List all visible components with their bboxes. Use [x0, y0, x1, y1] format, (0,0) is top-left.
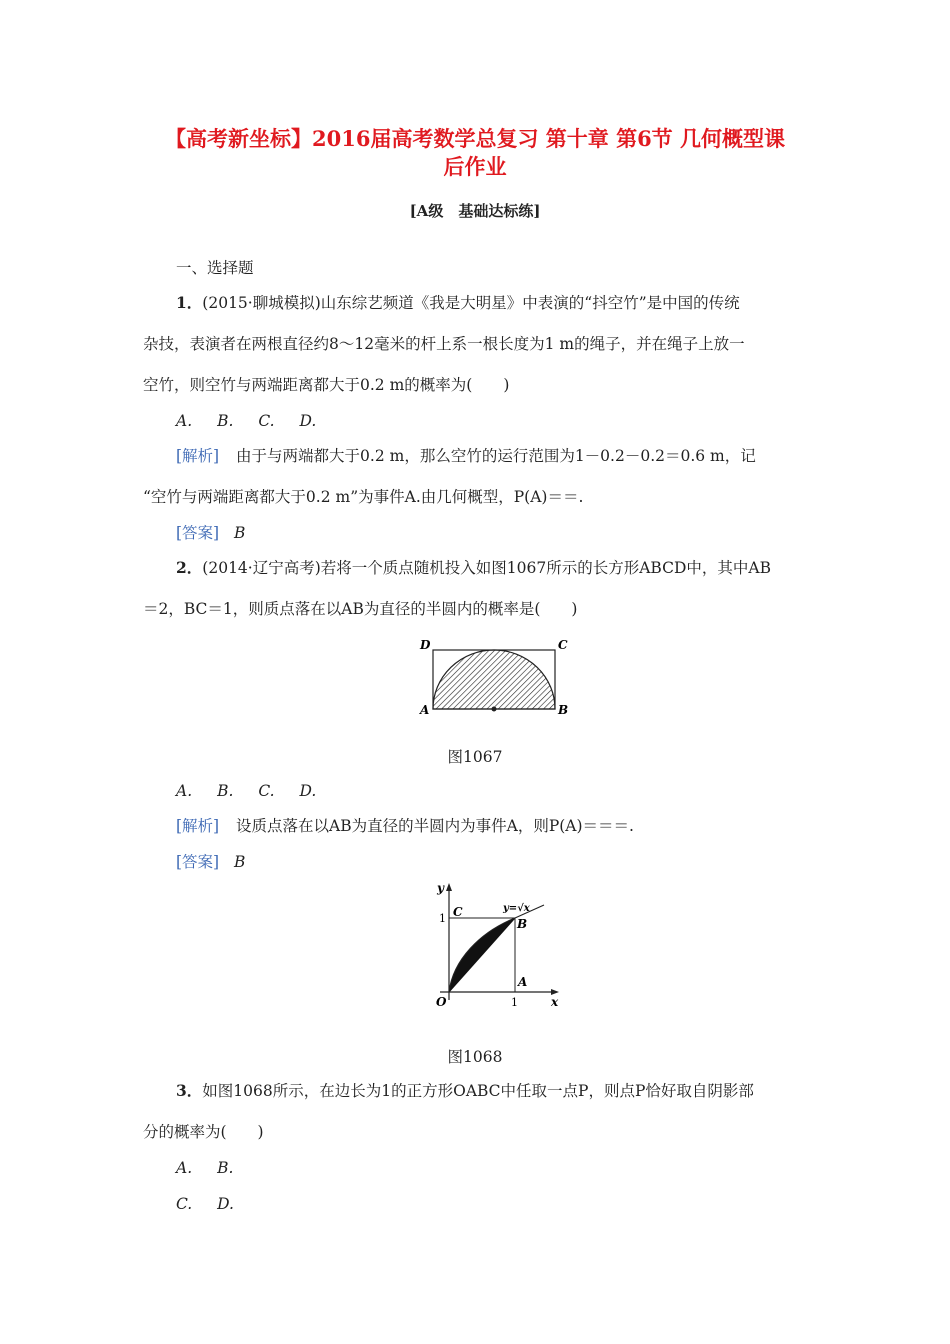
q2-line-2: ＝2，BC＝1，则质点落在以AB为直径的半圆内的概率是( ): [143, 600, 578, 618]
q1-option-d: D.: [299, 412, 317, 430]
q2-analysis-label: [解析]: [176, 817, 220, 835]
q1-options: [176, 411, 336, 431]
label-b2: B: [517, 917, 528, 931]
q3-option-c: C.: [176, 1195, 193, 1213]
line-ob: [449, 918, 515, 992]
q1-line-3: 空竹，则空竹与两端距离都大于0.2 m的概率为( ): [143, 376, 510, 394]
q1-line-2: 杂技，表演者在两根直径约8～12毫米的杆上系一根长度为1 m的绳子，并在绳子上放一: [143, 335, 745, 353]
q3-line-1: [176, 1081, 754, 1101]
q2-line-1: [176, 558, 771, 578]
label-a2: A: [518, 975, 528, 989]
y-axis-arrow: [446, 883, 452, 891]
q1-answer-line: [176, 523, 245, 543]
q2-analysis-text: 设质点落在以AB为直径的半圆内为事件A，则P(A)＝＝＝.: [236, 817, 634, 835]
label-c2: C: [453, 905, 463, 919]
q1-option-a: A.: [176, 412, 193, 430]
label-c: C: [558, 638, 568, 652]
figure-1068-caption: 图1068: [447, 1048, 503, 1066]
section-heading: 一、选择题: [176, 259, 254, 277]
figure-1068: [420, 880, 570, 1010]
q1-analysis-line-1: [176, 446, 756, 466]
semicircle: [433, 650, 555, 709]
q1-analysis-text-1: 由于与两端都大于0.2 m，那么空竹的运行范围为1－0.2－0.2＝0.6 m，记: [236, 447, 756, 465]
q3-option-d: D.: [217, 1195, 234, 1213]
q1-answer: B: [234, 524, 246, 542]
q2-answer-label: [答案]: [176, 853, 220, 871]
label-a: A: [420, 703, 430, 717]
level-heading: [A级 基础达标练]: [409, 202, 541, 220]
label-y: y: [437, 881, 444, 895]
label-one-x: 1: [511, 996, 518, 1009]
q1-option-c: C.: [258, 412, 275, 430]
title-line-2: 后作业: [443, 154, 507, 179]
figure-1067: [418, 636, 573, 720]
label-one-y: 1: [439, 912, 446, 925]
q1-answer-label: [答案]: [176, 524, 220, 542]
q3-line-2: 分的概率为( ): [143, 1123, 264, 1141]
center-point: [492, 707, 497, 712]
q3-options-row-2: [176, 1194, 254, 1214]
q2-answer-line: [176, 852, 245, 872]
curve-label: y=√x: [503, 903, 530, 914]
q3-option-b: B.: [217, 1159, 234, 1177]
q2-options: [176, 781, 336, 801]
q3-options-row-1: [176, 1158, 253, 1178]
q2-analysis-line: [176, 816, 634, 836]
q3-option-a: A.: [176, 1159, 193, 1177]
q2-option-c: C.: [258, 782, 275, 800]
q1-analysis-line-2: “空竹与两端距离都大于0.2 m”为事件A.由几何概型，P(A)＝＝.: [143, 488, 584, 506]
q3-text-1: 如图1068所示，在边长为1的正方形OABC中任取一点P，则点P恰好取自阴影部: [202, 1082, 754, 1100]
q1-option-b: B.: [217, 412, 234, 430]
q2-answer: B: [234, 853, 246, 871]
label-x: x: [551, 995, 559, 1009]
q2-number: 2．: [176, 558, 203, 577]
q1-number: 1．: [176, 293, 203, 312]
q2-option-a: A.: [176, 782, 193, 800]
q1-line-1: [176, 293, 740, 313]
q2-option-d: D.: [299, 782, 317, 800]
figure-1067-caption: 图1067: [447, 748, 503, 766]
label-o: O: [436, 995, 447, 1009]
label-b: B: [558, 703, 569, 717]
label-d: D: [420, 638, 431, 652]
q1-text-1: (2015·聊城模拟)山东综艺频道《我是大明星》中表演的“抖空竹”是中国的传统: [202, 294, 740, 312]
q3-number: 3．: [176, 1081, 203, 1100]
q2-option-b: B.: [217, 782, 234, 800]
q1-analysis-label: [解析]: [176, 447, 220, 465]
title-line-1: 【高考新坐标】2016届高考数学总复习 第十章 第6节 几何概型课: [165, 126, 785, 151]
q2-text-1: (2014·辽宁高考)若将一个质点随机投入如图1067所示的长方形ABCD中，其中AB: [202, 559, 771, 577]
